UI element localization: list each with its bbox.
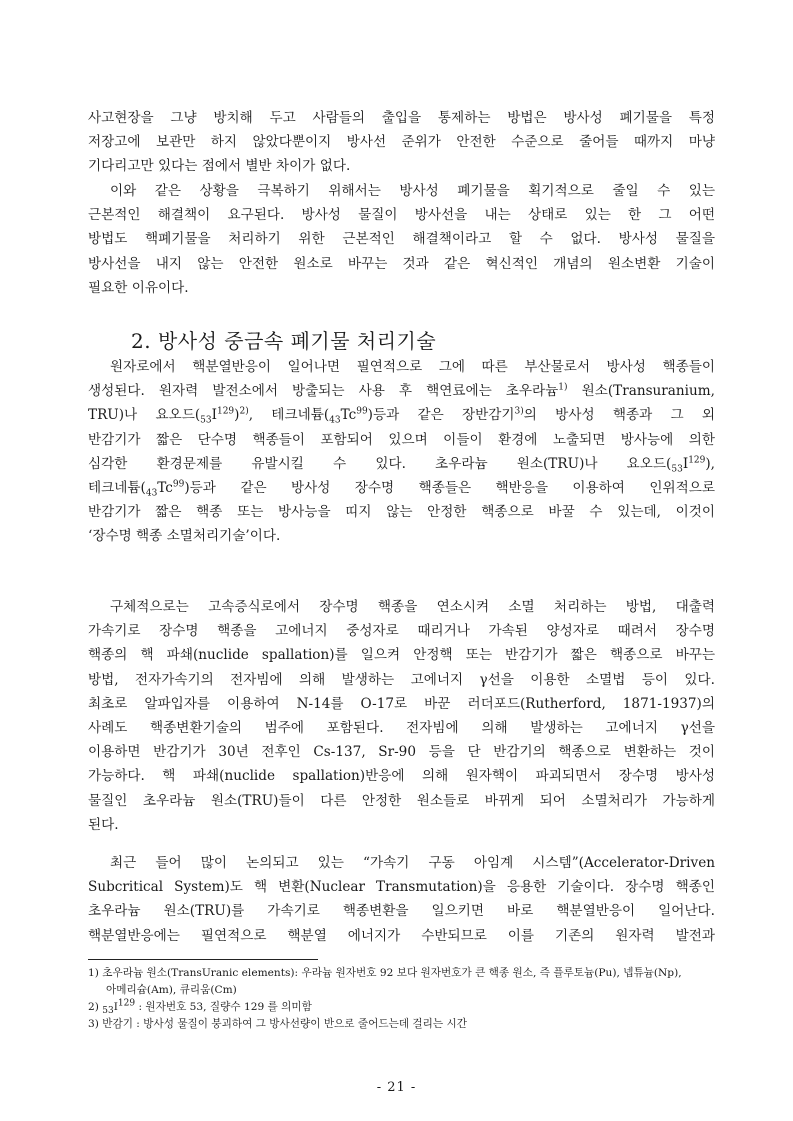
mass-number: 99 — [356, 406, 368, 417]
text-line: 물질인 초우라늄 원소(TRU)들이 다른 안정한 원소들로 바뀌게 되어 소멸처리가 가능하게 — [88, 792, 715, 809]
text-line: 방법도 핵폐기물을 처리하기 위한 근본적인 해결책이라고 할 수 없다. 방사성 물질을 — [88, 231, 715, 248]
footnote-1-continued: 아메리슘(Am), 큐리움(Cm) — [106, 984, 237, 996]
text-line: Subcritical System)도 핵 변환(Nuclear Transmutation)을 응용한 기술이다. 장수명 핵종인 — [88, 879, 715, 896]
atomic-number: 43 — [145, 488, 158, 499]
element-symbol: I — [682, 455, 689, 472]
atomic-number: 53 — [671, 464, 683, 475]
element-symbol: Tc — [340, 407, 357, 424]
text-line: 가능하다. 핵 파쇄(nuclide spallation)반응에 의해 원자핵이 파괴되면서 장수명 방사성 — [88, 768, 715, 785]
text-line — [88, 403, 715, 427]
text-line: 원자로에서 핵분열반응이 일어나면 필연적으로 그에 따른 부산물로서 방사성 핵종들이 — [110, 359, 715, 375]
footnote-1: 1) 초우라늄 원소(TransUranic elements): 우라늄 원자번호 92 보다 원자번호가 큰 핵종 원소, 즉 플루토늄(Pu), 넵튜늄(Np), — [88, 967, 682, 979]
text-run: TRU)나 요오드( — [88, 407, 201, 424]
atomic-number: 53 — [200, 416, 212, 427]
section-heading: 2. 방사성 중금속 폐기물 처리기술 — [131, 329, 437, 353]
text-line: 최근 들어 많이 논의되고 있는 “가속기 구동 아임계 시스템”(Accelerator-Driven — [110, 855, 715, 871]
text-line: 핵분열반응에는 필연적으로 핵분열 에너지가 수반되므로 이를 기존의 원자력 발전과 — [88, 927, 715, 944]
footnote-ref[interactable]: 2) — [239, 406, 249, 417]
text-line: 최초로 알파입자를 이용하여 N-14를 O-17로 바꾼 러더포드(Rutherford, 1871-1937)의 — [88, 695, 715, 712]
text-run: 테크네튬( — [88, 480, 146, 497]
paragraph-4 — [88, 595, 715, 837]
text-line: 기다리고만 있다는 점에서 별반 차이가 없다. — [88, 158, 351, 175]
mass-number: 99 — [172, 479, 185, 490]
element-symbol: I — [113, 1001, 118, 1013]
text-run: : 원자번호 53, 질량수 129 를 의미함 — [135, 1001, 312, 1013]
text-line: 필요한 이유이다. — [88, 279, 189, 296]
footnote-divider — [88, 959, 318, 960]
text-line: 이용하면 반감기가 30년 전후인 Cs-137, Sr-90 등을 단 반감기의 핵종으로 변환하는 것이 — [88, 744, 715, 761]
paragraph-1 — [88, 106, 715, 179]
text-line: 방사선을 내지 않는 안전한 원소로 바꾸는 것과 같은 혁신적인 개념의 원소변환 기술이 — [88, 255, 715, 272]
text-line: 근본적인 해결책이 요구된다. 방사성 물질이 방사선을 내는 상태로 있는 한 그 어떤 — [88, 207, 715, 224]
text-line: 저장고에 보관만 하지 않았다뿐이지 방사선 준위가 안전한 수준으로 줄어들 때까지 마냥 — [88, 134, 715, 151]
page-number: - 21 - — [376, 1080, 417, 1095]
footnote-ref[interactable]: 1) — [558, 382, 568, 393]
footnote-2 — [88, 999, 718, 1016]
text-run: 2) — [88, 1001, 103, 1013]
footnote-3: 3) 반감기 : 방사성 물질이 붕괴하여 그 방사선량이 반으로 줄어드는데 걸리는 시간 — [88, 1018, 467, 1030]
text-run: 심각한 환경문제를 유발시킬 수 있다. 초우라늄 원소(TRU)나 요오드( — [88, 455, 672, 472]
mass-number: 129 — [216, 406, 235, 417]
text-run: )등과 같은 방사성 장수명 핵종들은 핵반응을 이용하여 인위적으로 — [184, 480, 715, 497]
text-line: 이와 같은 상황을 극복하기 위해서는 방사성 폐기물을 획기적으로 줄일 수 있는 — [110, 183, 715, 199]
text-run: ) — [234, 407, 240, 424]
text-line: 사고현장을 그냥 방치해 두고 사람들의 출입을 통제하는 방법은 방사성 폐기물을 특정 — [88, 110, 715, 126]
text-line — [88, 452, 715, 476]
text-line — [88, 476, 715, 500]
element-symbol: Tc — [157, 480, 173, 497]
text-line: 가속기로 장수명 핵종을 고에너지 중성자로 때리거나 가속된 양성자로 때려서 장수명 — [88, 623, 715, 640]
footnote-ref[interactable]: 3) — [514, 406, 524, 417]
text-run: , 테크네튬( — [248, 407, 330, 424]
text-line: 핵종의 핵 파쇄(nuclide spallation)를 일으켜 안정핵 또는 반감기가 짧은 핵종으로 바꾸는 — [88, 647, 715, 664]
text-run: )등과 같은 장반감기 — [367, 407, 515, 424]
text-run: 원소(Transuranium, — [567, 383, 715, 400]
text-line: 초우라늄 원소(TRU)를 가속기로 핵종변환을 일으키면 바로 핵분열반응이 일어난다. — [88, 903, 715, 920]
text-line: 방법, 전자가속기의 전자빔에 의해 발생하는 고에너지 γ선을 이용한 소멸법 등이 있다. — [88, 671, 715, 688]
paragraph-5 — [88, 851, 715, 948]
text-line — [88, 379, 715, 403]
paragraph-2 — [88, 179, 715, 300]
text-run: 의 방사성 핵종과 그 외 — [523, 407, 715, 424]
mass-number: 129 — [688, 455, 706, 466]
text-line: 반감기가 짧은 핵종 또는 방사능을 띠지 않는 안정한 핵종으로 바꿀 수 있는데, 이것이 — [88, 504, 715, 521]
element-symbol: I — [211, 407, 217, 424]
text-line: 된다. — [88, 816, 119, 833]
mass-number: 129 — [117, 998, 136, 1009]
text-line: 구체적으로는 고속증식로에서 장수명 핵종을 연소시켜 소멸 처리하는 방법, 대출력 — [110, 599, 715, 615]
text-line: 사례도 핵종변환기술의 범주에 포함된다. 전자빔에 의해 발생하는 고에너지 γ선을 — [88, 720, 715, 737]
text-line: 반감기가 짧은 단수명 핵종들이 포함되어 있으며 이들이 환경에 노출되면 방사능에 의한 — [88, 431, 715, 448]
paragraph-3 — [88, 355, 715, 549]
text-run: 생성된다. 원자력 발전소에서 방출되는 사용 후 핵연료에는 초우라늄 — [88, 383, 559, 400]
atomic-number: 43 — [329, 416, 341, 427]
atomic-number: 53 — [102, 1006, 114, 1017]
text-run: ), — [705, 455, 715, 472]
text-line: ‘장수명 핵종 소멸처리기술’이다. — [88, 528, 281, 545]
